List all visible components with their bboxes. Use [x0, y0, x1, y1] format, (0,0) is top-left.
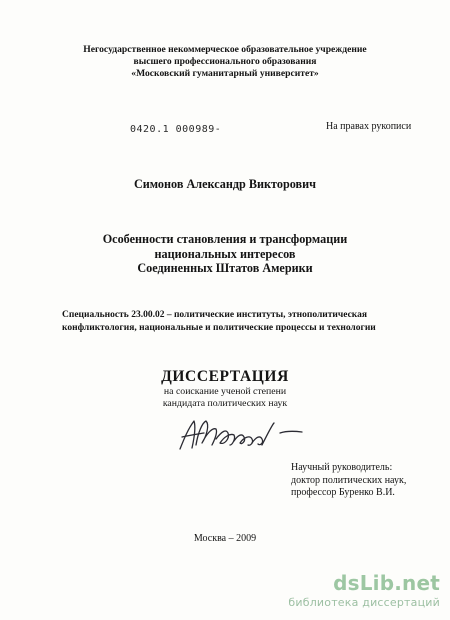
dslib-logo-tld: .net [394, 571, 440, 595]
dslib-watermark [280, 572, 440, 618]
supervisor-line-1: Научный руководитель: [291, 462, 393, 473]
dslib-logo [333, 572, 440, 594]
specialty-line-2: конфликтология, национальные и политические процессы и технологии [62, 322, 376, 333]
institution-line-1: Негосударственное некоммерческое образовательное учреждение [83, 44, 367, 55]
author-name: Симонов Александр Викторович [133, 177, 317, 191]
supervisor-block [291, 462, 406, 500]
institution-line-3: «Московский гуманитарный университет» [131, 68, 319, 79]
place-and-year: Москва – 2009 [193, 533, 257, 544]
institution-header [0, 44, 450, 80]
supervisor-line-2: доктор политических наук, [291, 474, 407, 486]
supervisor-line-3: профессор Буренко В.И. [291, 487, 395, 498]
degree-line-2: кандидата политических наук [162, 398, 288, 409]
document-type-block [0, 368, 450, 410]
specialty-line-1: Специальность 23.00.02 – политические институты, этнополитическая [62, 310, 368, 320]
specialty-block [62, 309, 422, 334]
thesis-title [0, 232, 450, 276]
dslib-logo-main: dsLib [333, 571, 395, 595]
thesis-title-line-1: Особенности становления и трансформации [102, 232, 348, 246]
document-type-heading: ДИССЕРТАЦИЯ [161, 368, 289, 385]
degree-line-1: на соискание ученой степени [163, 386, 287, 397]
dslib-tagline: библиотека диссертаций [288, 596, 440, 609]
manuscript-rights-note: На правах рукописи [326, 121, 412, 132]
handwritten-signature [176, 415, 306, 455]
institution-line-2: высшего профессионального образования [133, 56, 317, 67]
thesis-title-line-3: Соединенных Штатов Америки [137, 261, 313, 275]
thesis-title-line-2: национальных интересов [154, 246, 296, 261]
registration-number: 0420.1 000989- [130, 124, 222, 135]
